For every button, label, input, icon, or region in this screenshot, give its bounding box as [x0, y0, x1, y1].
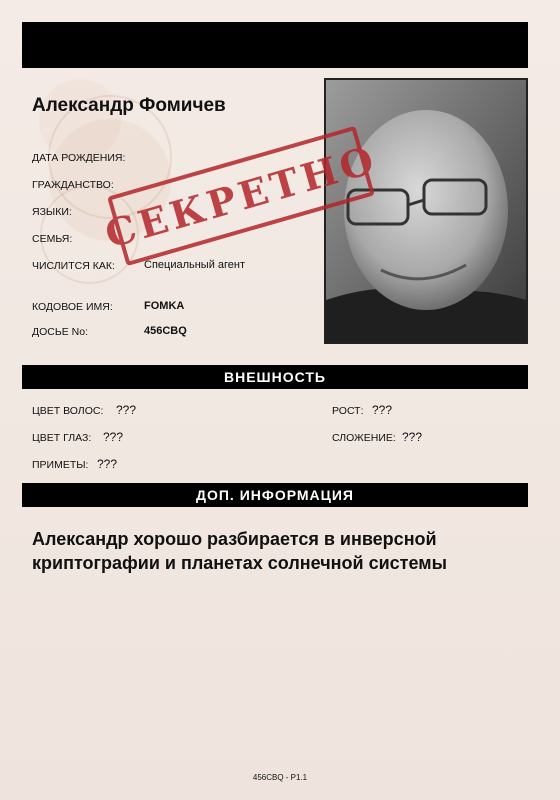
- extra-info-section-title: ДОП. ИНФОРМАЦИЯ: [22, 483, 528, 507]
- listed-as-value: Специальный агент: [144, 259, 246, 271]
- build-label: СЛОЖЕНИЕ:: [332, 432, 396, 444]
- appearance-section-title: ВНЕШНОСТЬ: [22, 365, 528, 389]
- citizenship-label: ГРАЖДАНСТВО:: [32, 179, 114, 191]
- page-footer: 456CBQ - P1.1: [252, 773, 308, 782]
- height-label: РОСТ:: [332, 405, 364, 417]
- eye-color-label: ЦВЕТ ГЛАЗ:: [32, 432, 92, 444]
- dossier-number-value: 456CBQ: [144, 325, 187, 337]
- dossier-number-label: ДОСЬЕ No:: [32, 326, 89, 338]
- eye-color-value: ???: [103, 430, 124, 444]
- distinguishing-marks-label: ПРИМЕТЫ:: [32, 459, 89, 471]
- build-value: ???: [402, 430, 423, 444]
- hair-color-label: ЦВЕТ ВОЛОС:: [32, 405, 104, 417]
- distinguishing-marks-value: ???: [97, 457, 118, 471]
- secret-stamp: СЕКРЕТНО: [107, 126, 375, 266]
- code-name-value: FOMKA: [144, 300, 185, 312]
- extra-info-text: Александр хорошо разбирается в инверсной криптографии и планетах солнечной системы: [32, 529, 447, 573]
- portrait-photo-icon: [326, 80, 526, 342]
- agent-name: Александр Фомичев: [32, 95, 226, 116]
- redacted-header-bar: [22, 22, 528, 68]
- listed-as-label: ЧИСЛИТСЯ КАК:: [32, 260, 115, 272]
- birth-date-label: ДАТА РОЖДЕНИЯ:: [32, 152, 126, 164]
- height-value: ???: [372, 403, 393, 417]
- code-name-label: КОДОВОЕ ИМЯ:: [32, 301, 113, 313]
- languages-label: ЯЗЫКИ:: [32, 206, 72, 218]
- hair-color-value: ???: [116, 403, 137, 417]
- portrait-photo: [324, 78, 528, 344]
- family-label: СЕМЬЯ:: [32, 233, 73, 245]
